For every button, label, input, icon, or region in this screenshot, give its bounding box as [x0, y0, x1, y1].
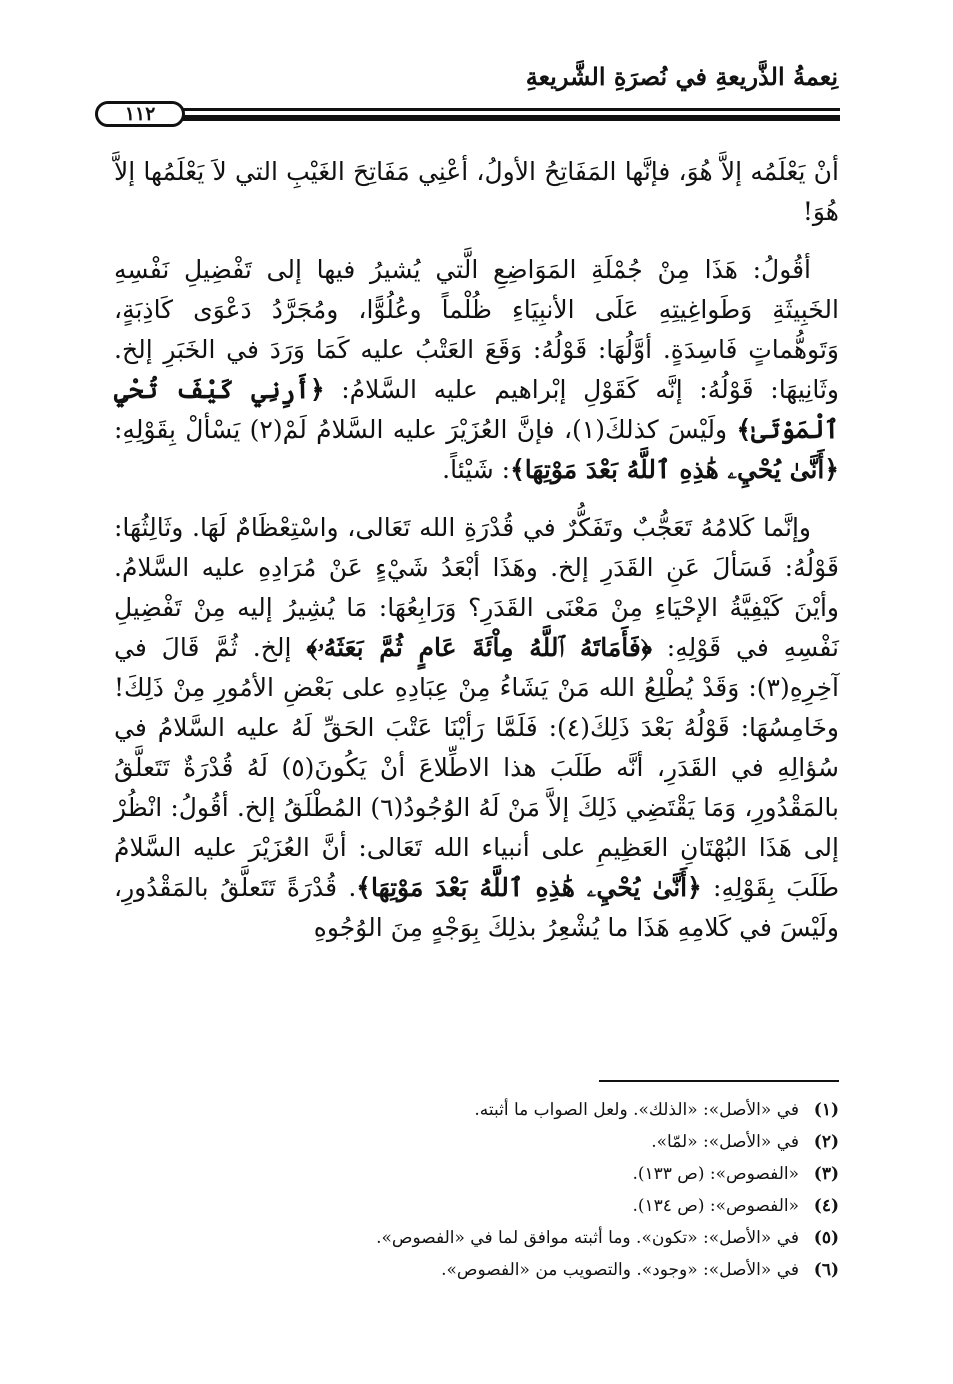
footnote-text: في «الأصل»: «وجود». والتصويب من «الفصوص».: [441, 1260, 799, 1280]
footnote-2: [114, 1126, 839, 1158]
paragraph-3: [114, 508, 839, 948]
paragraph-3-text-2: إلخ. ثُمَّ قَالَ في آخِرِهِ(٣): وَقَدْ يُطْلِعُ الله مَنْ يَشَاءُ مِنْ عِبَادِهِ على بَعْضِ الأمُورِ مِنْ ذَلِكَ! وخَامِسُهَا: قَوْلُهُ بَعْدَ ذَلِكَ(٤): فَلَمَّا رَأيْنَا عَتْبَ الحَقِّ لَهُ عليه السَّلامُ في سُؤالِهِ في القَدَرِ، أنَّه طَلَبَ هذا الاطِّلاعَ أنْ يَكُونَ(٥) لَهُ قُدْرَةٌ تَتَعلَّقُ بالمَقْدُورِ، وَمَا يَقْتَضِي ذَلِكَ إلاَّ مَنْ لَهُ الوُجُودُ(٦) المُطْلَقُ إلخ. أقُولُ: انْظُرْ إلى هَذَا البُهْتَانِ العَظِيمِ على أنبياء الله تَعَالى: أنَّ العُزَيْرَ عليه السَّلامُ طَلَبَ بِقَوْلِهِ:: [114, 633, 840, 902]
footnotes: [114, 1094, 839, 1286]
footnote-separator: [599, 1080, 839, 1082]
header-rule-thick: [116, 115, 840, 121]
footnote-3: [114, 1158, 839, 1190]
running-title: نِعمةُ الذَّريعةِ في نُصرَةِ الشَّريعةِ: [525, 62, 838, 91]
footnote-text: «الفصوص»: (ص ١٣٤).: [632, 1196, 799, 1216]
paragraph-2: [114, 250, 839, 490]
paragraph-2-text-3: : شَيْئاً.: [442, 455, 511, 484]
quran-verse: ﴿أَنَّىٰ يُحْيِۦ هَٰذِهِ ٱللَّهُ بَعْدَ مَوْتِهَا﴾: [510, 455, 839, 484]
footnote-text: في «الأصل»: «الذلك». ولعل الصواب ما أثبته.: [474, 1100, 799, 1120]
paragraph-1-text: أنْ يَعْلَمُه إلاَّ هُوَ، فإنَّها المَفَاتِحُ الأولُ، أعْنِي مَفَاتِحَ الغَيْبِ التي لاَ يَعْلَمُها إلاَّ هُوَ!: [114, 157, 839, 226]
footnote-number: (٢): [813, 1132, 839, 1152]
footnote-number: (٦): [813, 1260, 839, 1280]
page-number: ١١٢: [95, 101, 185, 127]
quran-verse: ﴿فَأَمَاتَهُ ٱللَّهُ مِاْئَةَ عَامٍ ثُمَّ بَعَثَهُۥ﴾: [306, 633, 652, 662]
footnote-number: (١): [813, 1100, 839, 1120]
main-text: [114, 152, 839, 966]
footnote-number: (٥): [813, 1228, 839, 1248]
quran-verse: ﴿أَرِنِي كَيْفَ تُحْيِ ٱلْمَوْتَىٰ﴾: [114, 375, 839, 444]
footnote-1: [114, 1094, 839, 1126]
paragraph-1: [114, 152, 839, 232]
footnote-text: «الفصوص»: (ص ١٣٣).: [632, 1164, 799, 1184]
footnote-text: في «الأصل»: «لمّا».: [651, 1132, 799, 1152]
footnote-text: في «الأصل»: «تكون». وما أثبته موافق لما في «الفصوص».: [376, 1228, 799, 1248]
header-rule-thin: [116, 108, 840, 111]
paragraph-2-text: أقُولُ: هَذَا مِنْ جُمْلَةِ المَوَاضِعِ الَّتي يُشيرُ فيها إلى تَفْضِيلِ نَفْسِهِ الخَبِيثَةِ وَطَواغِيتِهِ عَلَى الأنبِيَاءِ ظُلْماً وعُلُوًّا، ومُجَرَّدُ دَعْوَى كَاذِبَةٍ، وَتَوهُّماتٍ فَاسِدَةٍ. أوَّلُهَا: قَوْلُهُ: وَقَعَ العَتْبُ عليه كَمَا وَرَدَ في الخَبَرِ إلخ. وثَانِيهَا: قَوْلُهُ: إنَّه كَقَوْلِ إبْراهيم عليه السَّلامُ:: [114, 255, 839, 404]
paragraph-2-text-2: ولَيْسَ كذلكَ(١)، فإنَّ العُزَيْرَ عليه السَّلامُ لَمْ(٢) يَسْألْ بِقَوْلِهِ:: [114, 415, 737, 444]
paragraph-3-text-3: . قُدْرَةً تَتَعلَّقُ بالمَقْدُورِ، ولَيْسَ في كَلامِهِ هَذَا ما يُشْعِرُ بذلِكَ بِوَجْهٍ مِنَ الوُجُوهِ: [114, 873, 839, 942]
footnote-5: [114, 1222, 839, 1254]
footnote-6: [114, 1254, 839, 1286]
quran-verse: ﴿أَنَّىٰ يُحْيِۦ هَٰذِهِ ٱللَّهُ بَعْدَ مَوْتِهَا﴾: [356, 873, 702, 902]
footnote-number: (٤): [813, 1196, 839, 1216]
paragraph-3-text: وإنَّما كَلامُهُ تَعَجُّبٌ وتَفَكُّرٌ في قُدْرَةِ الله تَعَالى، واسْتِعْظَامٌ لَهَا. وثَالِثُهَا: قَوْلُهُ: فَسَألَ عَنِ القَدَرِ إلخ. وهَذَا أبْعَدُ شَيْءٍ عَنْ مُرَادِهِ عليه السَّلامُ. وأيْنَ كَيْفِيَّةُ الإحْيَاءِ مِنْ مَعْنَى القَدَرِ؟ وَرَابِعُهَا: مَا يُشِيرُ إليه مِنْ تَفْضِيلِ نَفْسِهِ في قَوْلِهِ:: [114, 513, 840, 662]
footnote-4: [114, 1190, 839, 1222]
footnote-number: (٣): [813, 1164, 839, 1184]
